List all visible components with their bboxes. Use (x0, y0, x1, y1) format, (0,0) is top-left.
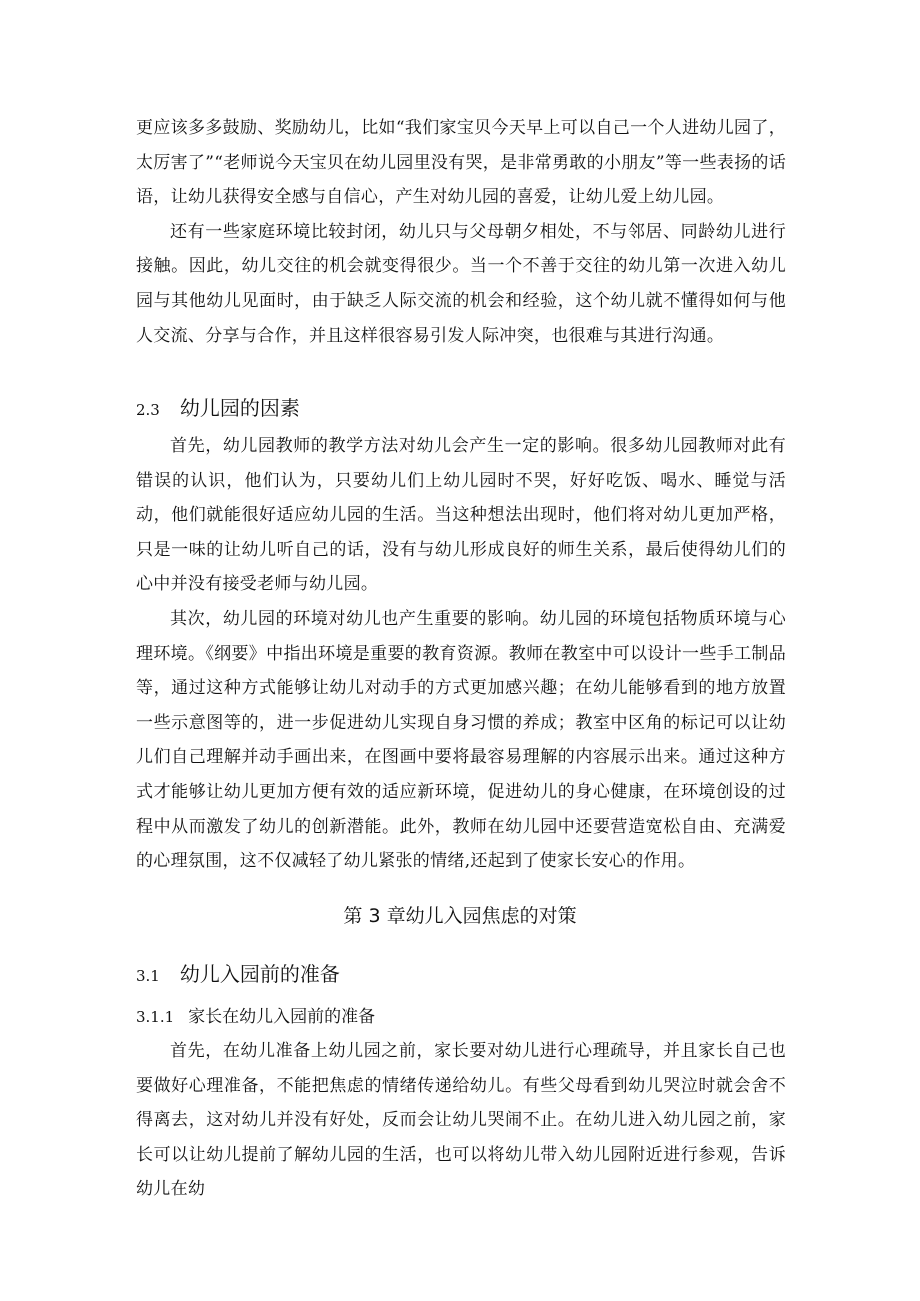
chapter-heading-3: 第 3 章幼儿入园焦虑的对策 (343, 905, 577, 927)
text-block-parent-preparation (136, 1034, 786, 1207)
text-block-kindergarten-factors (136, 429, 786, 879)
section-heading-3-1 (136, 958, 340, 987)
section-number: 3.1 (136, 967, 160, 985)
paragraph-kindergarten-environment: 其次，幼儿园的环境对幼儿也产生重要的影响。幼儿园的环境包括物质环境与心理环境。《纲要》中指出环境是重要的教育资源。教师在教室中可以设计一些手工制品等，通过这种方式能够让幼儿对动手的方式更加感兴趣；在幼儿能够看到的地方放置一些示意图等的，进一步促进幼儿实现自身习惯的养成；教室中区角的标记可以让幼儿们自己理解并动手画出来，在图画中要将最容易理解的内容展示出来。通过这种方式才能够让幼儿更加方便有效的适应新环境，促进幼儿的身心健康，在环境创设的过程中从而激发了幼儿的创新潜能。此外，教师在幼儿园中还要营造宽松自由、充满爱的心理氛围，这不仅减轻了幼儿紧张的情绪,还起到了使家长安心的作用。 (136, 608, 786, 872)
paragraph-praise-continuation: 更应该多多鼓励、奖励幼儿，比如“我们家宝贝今天早上可以自己一个人进幼儿园了，太厉害了”“老师说今天宝贝在幼儿园里没有哭，是非常勇敢的小朋友”等一些表扬的话语，让幼儿获得安全感与自信心，产生对幼儿园的喜爱，让幼儿爱上幼儿园。 (136, 118, 786, 208)
paragraph-closed-family-environment: 还有一些家庭环境比较封闭，幼儿只与父母朝夕相处，不与邻居、同龄幼儿进行接触。因此，幼儿交往的机会就变得很少。当一个不善于交往的幼儿第一次进入幼儿园与其他幼儿见面时，由于缺乏人际交流的机会和经验，这个幼儿就不懂得如何与他人交流、分享与合作，并且这样很容易引发人际冲突，也很难与其进行沟通。 (136, 221, 786, 346)
subsection-heading-3-1-1 (136, 1002, 375, 1027)
section-heading-2-3 (136, 392, 300, 421)
subsection-number: 3.1.1 (136, 1008, 175, 1026)
paragraph-teaching-methods: 首先，幼儿园教师的教学方法对幼儿会产生一定的影响。很多幼儿园教师对此有错误的认识，他们认为，只要幼儿们上幼儿园时不哭，好好吃饭、喝水、睡觉与活动，他们就能很好适应幼儿园的生活。当这种想法出现时，他们将对幼儿更加严格，只是一味的让幼儿听自己的话，没有与幼儿形成良好的师生关系，最后使得幼儿们的心中并没有接受老师与幼儿园。 (136, 436, 786, 595)
section-title: 幼儿园的因素 (179, 396, 300, 420)
section-title: 幼儿入园前的准备 (179, 962, 340, 986)
text-block-family (136, 111, 786, 353)
subsection-title: 家长在幼儿入园前的准备 (188, 1007, 376, 1027)
paragraph-parent-psychological-preparation: 首先，在幼儿准备上幼儿园之前，家长要对幼儿进行心理疏导，并且家长自己也要做好心理准备，不能把焦虑的情绪传递给幼儿。有些父母看到幼儿哭泣时就会舍不得离去，这对幼儿并没有好处，反而会让幼儿哭闹不止。在幼儿进入幼儿园之前，家长可以让幼儿提前了解幼儿园的生活，也可以将幼儿带入幼儿园附近进行参观，告诉幼儿在幼 (136, 1041, 786, 1200)
section-number: 2.3 (136, 401, 160, 419)
